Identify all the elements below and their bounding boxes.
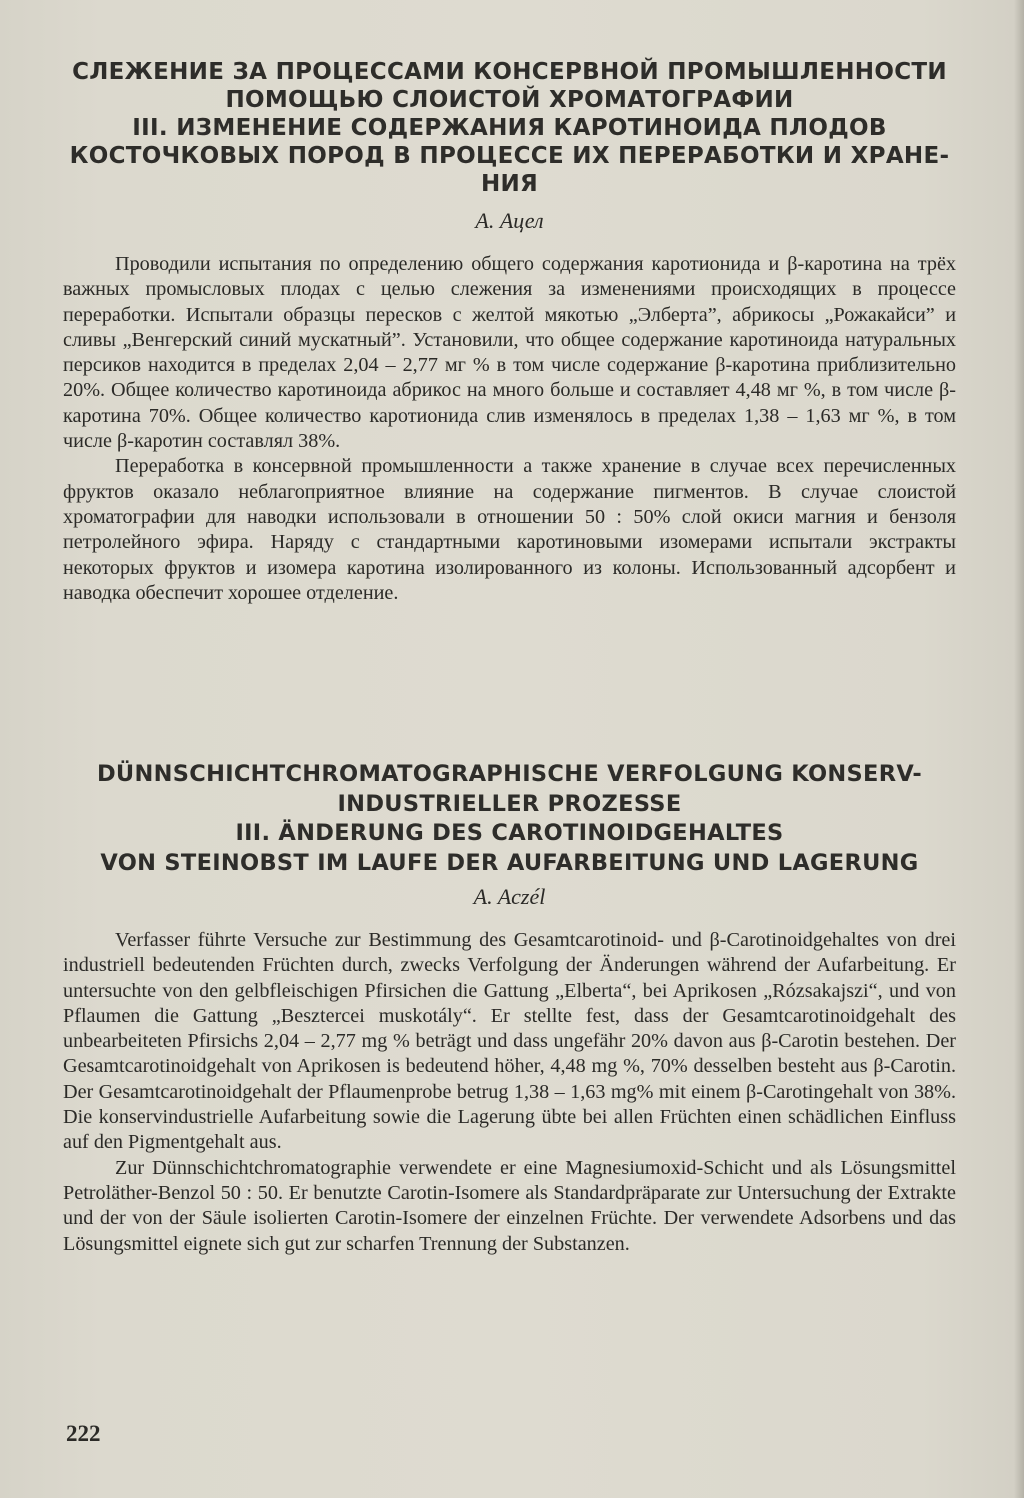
german-paragraph: Verfasser führte Versuche zur Bestimmung des Gesamtcarotinoid- und β-Carotinoidgehaltes von drei industriell bedeutenden Früchten durch, zwecks Verfolgung der Änderungen während der Aufarbeitung. Er untersuchte von den gelbfleischigen Pfirsichen die Gattung „Elberta“, bei Aprikosen „Rózsakajszi“, und von Pflaumen die Gattung „Besztercei muskotály“. Er stellte fest, dass der Gesamtcarotinoidgehalt des unbearbeiteten Pfirsichs 2,04 – 2,77 mg % beträgt und dass ungefähr 20% davon aus β-Carotin bestehen. Der Gesamtcarotinoidgehalt von Aprikosen is bedeutend höher, 4,48 mg %, 70% desselben besteht aus β-Carotin. Der Gesamtcarotinoidgehalt der Pflaumenprobe betrug 1,38 – 1,63 mg% mit einem β-Carotingehalt von 38%. Die konservindustrielle Aufarbeitung sowie die Lagerung übte bei allen Früchten einen schädlichen Einfluss auf den Pigmentgehalt aus. (63, 929, 956, 1154)
russian-abstract-section (63, 58, 956, 606)
russian-title-line: СЛЕЖЕНИЕ ЗА ПРОЦЕССАМИ КОНСЕРВНОЙ ПРОМЫШЛЕННОСТИ (72, 59, 947, 85)
russian-title-line: НИЯ (480, 171, 539, 197)
german-abstract-section (63, 760, 956, 1257)
russian-paragraph: Проводили испытания по определению общего содержания каротионида и β-каротина на трёх важных промысловых плодах с целью слежения за изменениями происходящих в процессе переработки. Испытали образцы пересков с желтой мякотью „Элберта”, абрикосы „Рожакайси” и сливы „Венгерский синий мускатный”. Установили, что общее содержание каротиноида натуральных персиков находится в пределах 2,04 – 2,77 мг % в том числе содержание β-каротина приблизительно 20%. Общее количество каротиноида абрикос на много больше и составляет 4,48 мг %, в том числе β-каротина 70%. Общее количество каротионида слив изменялось в пределах 1,38 – 1,63 мг %, в том числе β-каротин составлял 38%. (63, 253, 956, 453)
russian-title-line: КОСТОЧКОВЫХ ПОРОД В ПРОЦЕССЕ ИХ ПЕРЕРАБОТКИ И ХРАНЕ- (69, 143, 950, 169)
german-title-line: INDUSTRIELLER PROZESSE (337, 790, 682, 817)
german-author: A. Aczél (473, 884, 546, 909)
german-title-line: DÜNNSCHICHTCHROMATOGRAPHISCHE VERFOLGUNG KONSERV- (96, 761, 923, 787)
russian-title (63, 58, 956, 198)
russian-author: А. Ацел (475, 208, 544, 233)
page-number: 222 (66, 1421, 101, 1446)
german-abstract-body (63, 928, 956, 1257)
russian-paragraph: Переработка в консервной промышленности а также хранение в случае всех перечисленных фруктов оказало неблагоприятное влияние на содержание пигментов. В случае слоистой хроматографии для наводки использовали в отношении 50 : 50% слой окиси магния и бензоля петролейного эфира. Наряду с стандартными каротиновыми изомерами испытали экстракты некоторых фруктов и изомера каротина изолированного из колоны. Использованный адсорбент и наводка обеспечит хорошее отделение. (63, 455, 956, 604)
german-title (63, 760, 956, 878)
russian-title-line: ПОМОЩЬЮ СЛОИСТОЙ ХРОМАТОГРАФИИ (225, 87, 794, 113)
german-title-line: VON STEINOBST IM LAUFE DER AUFARBEITUNG UND LAGERUNG (100, 849, 919, 876)
german-title-line: III. ÄNDERUNG DES CAROTINOIDGEHALTES (235, 820, 784, 846)
russian-abstract-body (63, 252, 956, 606)
russian-title-line: III. ИЗМЕНЕНИЕ СОДЕРЖАНИЯ КАРОТИНОИДА ПЛОДОВ (132, 115, 887, 141)
page-edge-shadow (1014, 0, 1024, 1498)
german-paragraph: Zur Dünnschichtchromatographie verwendete er eine Magnesiumoxid-Schicht und als Lösungsmittel Petroläther-Benzol 50 : 50. Er benutzte Carotin-Isomere als Standardpräparate zur Untersuchung der Extrakte und der von der Säule isolierten Carotin-Isomere der einzelnen Früchte. Der verwendete Adsorbens und das Lösungsmittel eignete sich gut zur scharfen Trennung der Substanzen. (63, 1156, 956, 1255)
